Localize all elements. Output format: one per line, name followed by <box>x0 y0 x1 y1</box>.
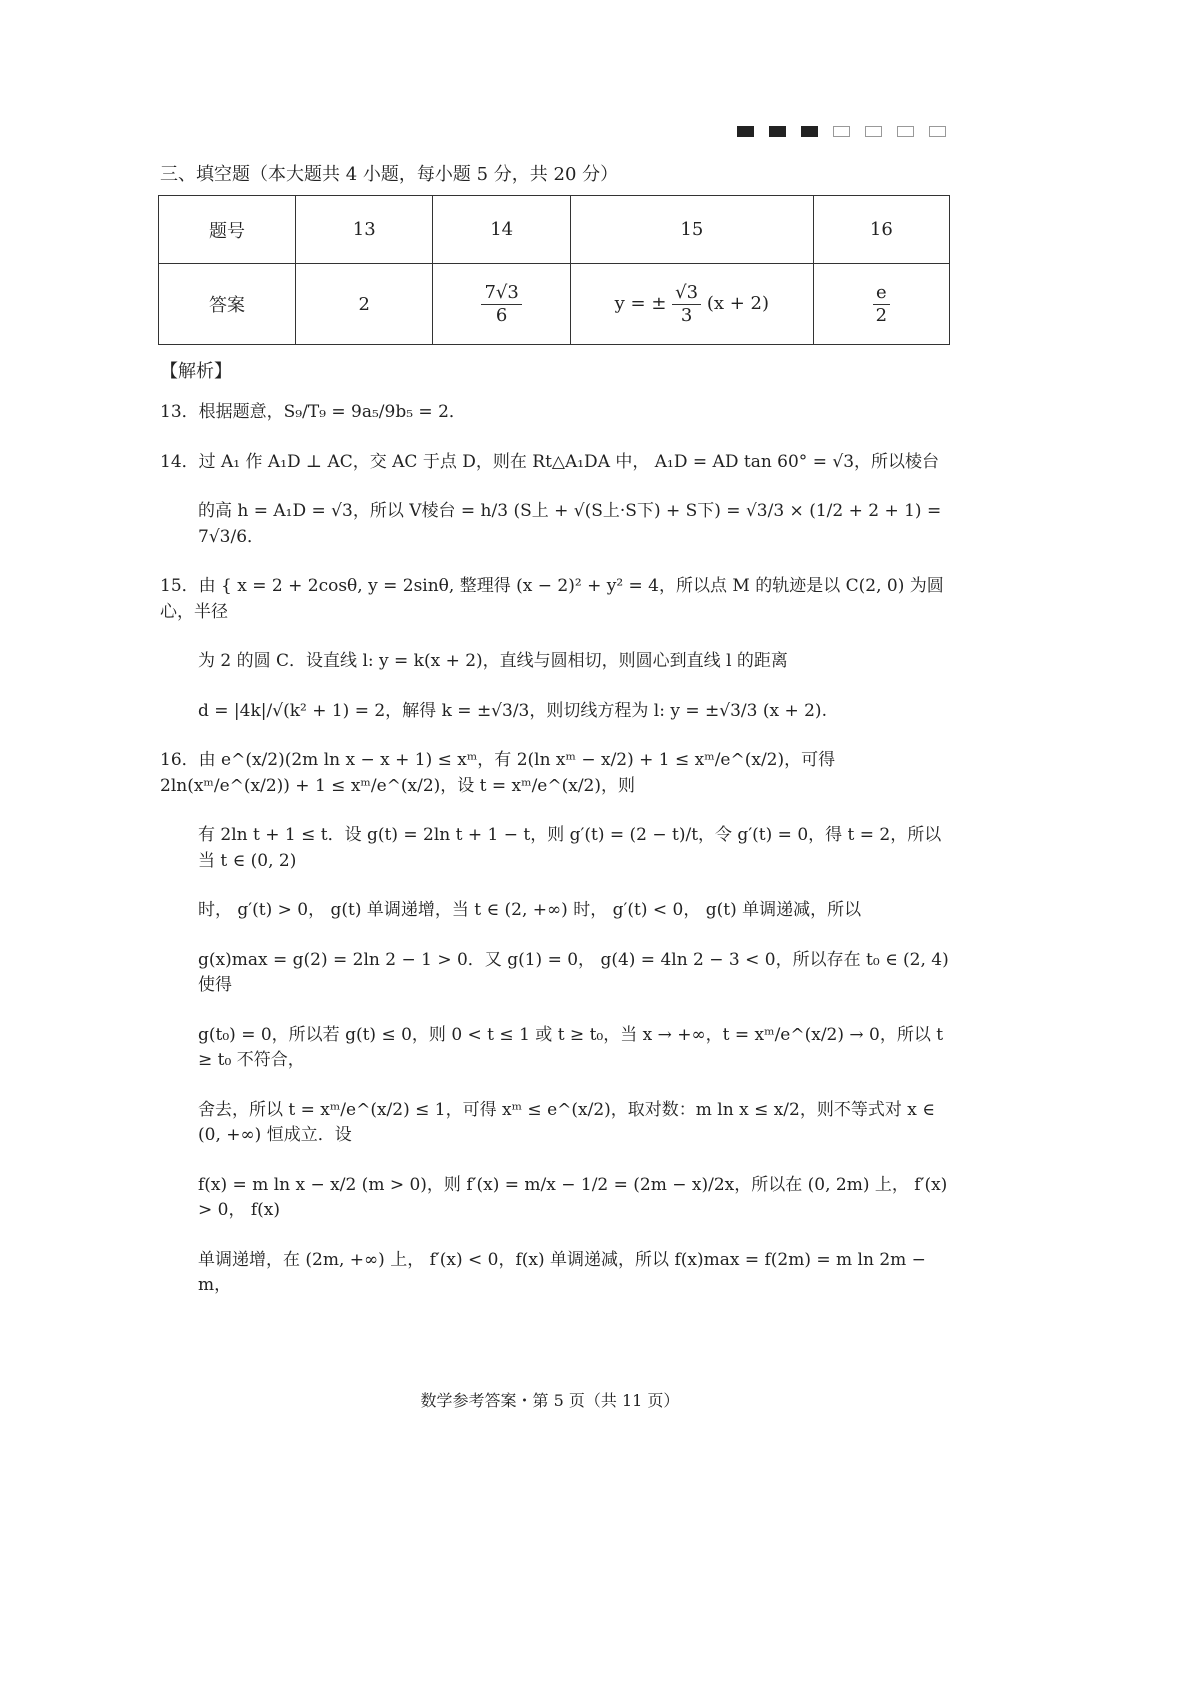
fraction <box>672 282 701 326</box>
solution-line: 为 2 的圆 C．设直线 l: y = k(x + 2)，直线与圆相切，则圆心到直线 l 的距离 <box>198 651 788 671</box>
numerator: √3 <box>672 282 701 305</box>
answer-cell <box>813 264 949 345</box>
solution-line: d = |4k|/√(k² + 1) = 2，解得 k = ±√3/3，则切线方程为 l: y = ±√3/3 (x + 2). <box>198 700 827 721</box>
answer-cell <box>296 264 433 345</box>
solution-line: g(x)max = g(2) = 2ln 2 − 1 > 0．又 g(1) = 0， g(4) = 4ln 2 − 3 < 0，所以存在 t₀ ∈ (2, 4) 使得 <box>198 949 949 995</box>
answer-cell <box>433 264 571 345</box>
progress-square <box>833 126 850 137</box>
progress-square <box>769 126 786 137</box>
solution-line: 的高 h = A₁D = √3，所以 V棱台 = h/3 (S上 + √(S上·S下) + S下) = √3/3 × (1/2 + 2 + 1) = 7√3/6． <box>198 501 942 547</box>
solution-line: 14．过 A₁ 作 A₁D ⊥ AC，交 AC 于点 D，则在 Rt△A₁DA 中， A₁D = AD tan 60° = √3，所以棱台 <box>160 451 940 472</box>
answer-label: 答案 <box>159 264 296 345</box>
solution-line: f(x) = m ln x − x/2 (m > 0)，则 f′(x) = m/x − 1/2 = (2m − x)/2x，所以在 (0, 2m) 上， f′(x) > 0， f(x) <box>198 1174 948 1220</box>
solution-line: 有 2ln t + 1 ≤ t．设 g(t) = 2ln t + 1 − t，则 g′(t) = (2 − t)/t，令 g′(t) = 0，得 t = 2，所以当 t ∈ (0, 2) <box>198 825 942 871</box>
numerator: e <box>873 282 890 305</box>
solution-line: 时， g′(t) > 0， g(t) 单调递增，当 t ∈ (2, +∞) 时， g′(t) < 0， g(t) 单调递减，所以 <box>198 900 862 920</box>
table-header-cell: 14 <box>433 196 571 264</box>
fraction <box>873 282 890 326</box>
denominator: 3 <box>680 304 693 326</box>
table-answer-row <box>159 264 950 345</box>
solution-line: 15．由 { x = 2 + 2cosθ, y = 2sinθ, 整理得 (x − 2)² + y² = 4，所以点 M 的轨迹是以 C(2, 0) 为圆心，半径 <box>160 576 944 622</box>
solution-line: 16．由 e^(x/2)(2m ln x − x + 1) ≤ xᵐ，有 2(ln xᵐ − x/2) + 1 ≤ xᵐ/e^(x/2)，可得 2ln(xᵐ/e^(x/2)) + 1 ≤ xᵐ/e^(x/2)，设 t = xᵐ/e^(x/2)，则 <box>160 750 836 796</box>
solution-line: g(t₀) = 0，所以若 g(t) ≤ 0，则 0 < t ≤ 1 或 t ≥ t₀，当 x → +∞，t = xᵐ/e^(x/2) → 0，所以 t ≥ t₀ 不符合， <box>198 1024 944 1070</box>
answer-suffix: (x + 2) <box>706 293 770 314</box>
table-header-cell: 13 <box>296 196 433 264</box>
answer-prefix: y = ± <box>614 293 667 314</box>
denominator: 2 <box>875 304 888 326</box>
section-title: 三、填空题（本大题共 4 小题，每小题 5 分，共 20 分） <box>160 164 619 185</box>
progress-square <box>865 126 882 137</box>
solution-body <box>160 400 952 1323</box>
analysis-label: 【解析】 <box>160 361 232 382</box>
progress-square <box>801 126 818 137</box>
page-footer: 数学参考答案・第 5 页（共 11 页） <box>420 1391 680 1410</box>
solution-line: 单调递增，在 (2m, +∞) 上， f′(x) < 0，f(x) 单调递减，所以 f(x)max = f(2m) = m ln 2m − m， <box>198 1249 926 1295</box>
fraction <box>481 282 521 326</box>
answer-table <box>158 195 950 345</box>
solution-line: 13．根据题意，S₉/T₉ = 9a₅/9b₅ = 2． <box>160 402 466 422</box>
numerator: 7√3 <box>481 282 521 305</box>
answer-cell <box>570 264 813 345</box>
denominator: 6 <box>495 304 508 326</box>
progress-square <box>929 126 946 137</box>
progress-square <box>897 126 914 137</box>
solution-line: 舍去，所以 t = xᵐ/e^(x/2) ≤ 1，可得 xᵐ ≤ e^(x/2)，取对数：m ln x ≤ x/2，则不等式对 x ∈ (0, +∞) 恒成立．设 <box>198 1099 935 1145</box>
table-header-cell: 16 <box>813 196 949 264</box>
answer-value: 2 <box>358 293 370 315</box>
table-header-cell: 题号 <box>159 196 296 264</box>
table-header-row <box>159 196 950 264</box>
table-header-cell: 15 <box>570 196 813 264</box>
progress-square <box>737 126 754 137</box>
